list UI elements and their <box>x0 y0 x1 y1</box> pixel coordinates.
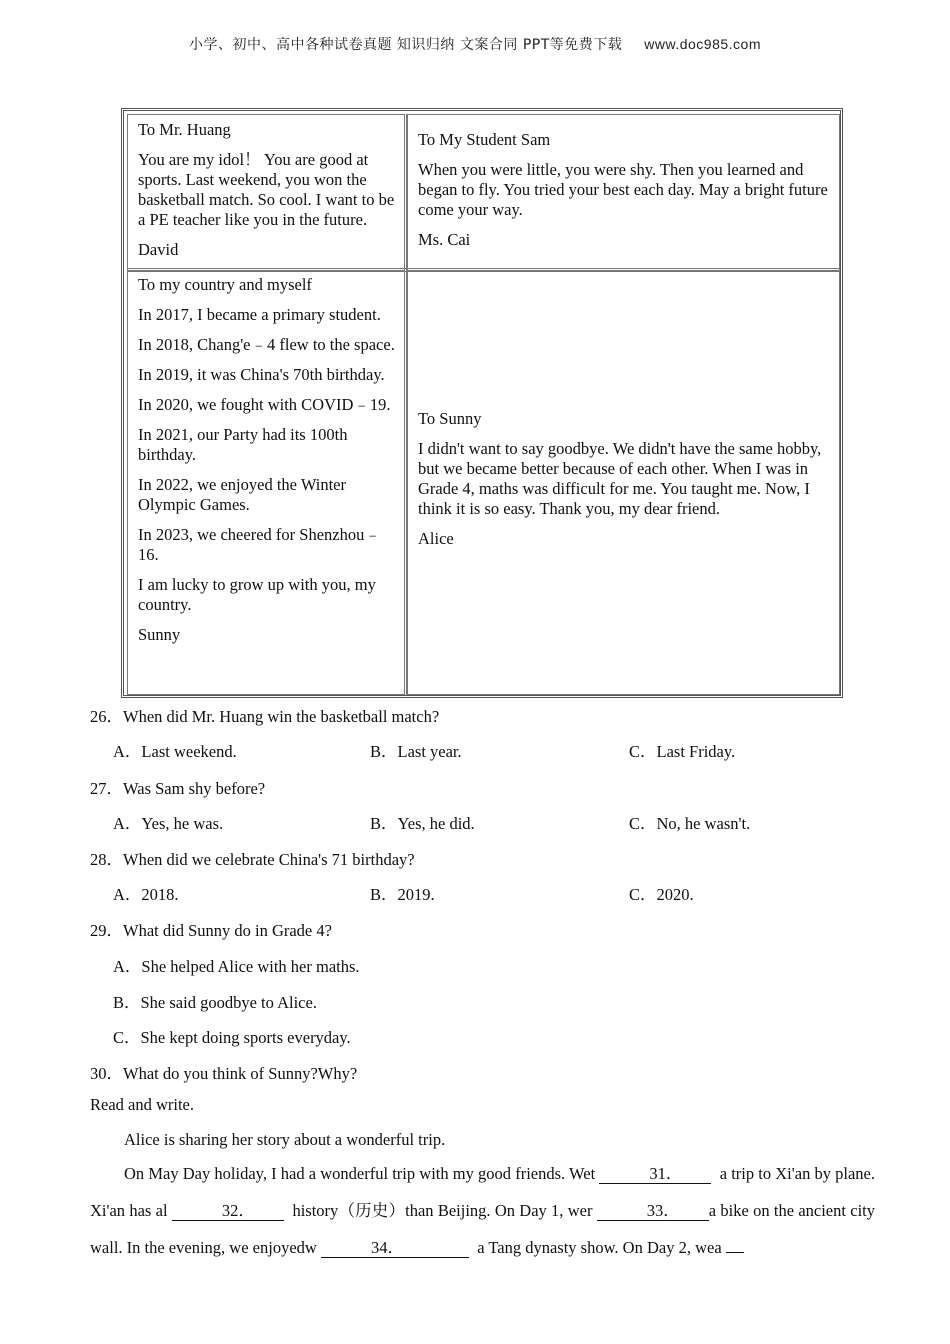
letter-body: When you were little, you were shy. Then you learned and began to fly. You tried your best each day. May a bright future come your way. <box>418 160 828 219</box>
blank-34[interactable]: 34． <box>321 1239 469 1258</box>
letter-signature: Sunny <box>138 625 181 644</box>
letter-to-country <box>127 271 405 695</box>
letter-to-mr-huang <box>127 114 405 271</box>
letter-signature: David <box>138 240 179 259</box>
passage-text: a trip to Xi'an by plane. Xi'an has al <box>90 1164 876 1220</box>
question-28: 28．When did we celebrate China's 71 birthday? <box>90 850 415 869</box>
letter-greeting: To Mr. Huang <box>138 120 231 139</box>
letters-table <box>121 108 843 698</box>
q29-option-a[interactable]: A．She helped Alice with her maths. <box>113 957 360 976</box>
letter-signature: Ms. Cai <box>418 230 471 249</box>
passage-text: a bike on the ancient city wall. In the evening, we enjoyedw <box>90 1201 876 1257</box>
q26-option-b[interactable]: B．Last year. <box>370 742 462 761</box>
page-header <box>0 34 950 54</box>
timeline-line: I am lucky to grow up with you, my country. <box>138 575 376 614</box>
question-29: 29．What did Sunny do in Grade 4? <box>90 921 332 940</box>
letter-greeting: To Sunny <box>418 409 482 428</box>
question-27: 27．Was Sam shy before? <box>90 779 266 798</box>
row-divider <box>127 268 840 272</box>
q26-option-a[interactable]: A．Last weekend. <box>113 742 237 761</box>
q28-option-c[interactable]: C．2020. <box>629 885 694 904</box>
question-30: 30．What do you think of Sunny?Why? <box>90 1064 358 1083</box>
letter-greeting: To my country and myself <box>138 275 312 294</box>
timeline-line: In 2020, we fought with COVID﹣19. <box>138 395 391 414</box>
header-text: 小学、初中、高中各种试卷真题 知识归纳 文案合同 PPT等免费下载 <box>188 37 623 53</box>
q27-option-b[interactable]: B．Yes, he did. <box>370 814 475 833</box>
timeline-line: In 2022, we enjoyed the Winter Olympic Games. <box>138 475 346 514</box>
header-site: www.doc985.com <box>644 36 761 52</box>
blank-31[interactable]: 31． <box>599 1165 711 1184</box>
q27-option-c[interactable]: C．No, he wasn't. <box>629 814 751 833</box>
passage <box>90 1155 875 1266</box>
column-divider <box>404 114 407 695</box>
q29-option-b[interactable]: B．She said goodbye to Alice. <box>113 993 317 1012</box>
timeline-line: In 2023, we cheered for Shenzhou﹣16. <box>138 525 381 564</box>
letter-signature: Alice <box>418 529 454 548</box>
section-title: Read and write. <box>90 1095 195 1114</box>
q29-option-c[interactable]: C．She kept doing sports everyday. <box>113 1028 351 1047</box>
q28-option-b[interactable]: B．2019. <box>370 885 435 904</box>
letter-to-sunny <box>407 271 840 695</box>
q27-option-a[interactable]: A．Yes, he was. <box>113 814 224 833</box>
passage-text: a Tang dynasty show. On Day 2, wea <box>477 1238 722 1257</box>
passage-text: On May Day holiday, I had a wonderful trip with my good friends. Wet <box>124 1164 596 1183</box>
blank-33[interactable]: 33． <box>597 1202 709 1221</box>
q26-option-c[interactable]: C．Last Friday. <box>629 742 736 761</box>
section-intro: Alice is sharing her story about a wonderful trip. <box>124 1130 446 1149</box>
question-26: 26．When did Mr. Huang win the basketball match? <box>90 707 440 726</box>
passage-text: history（历史）than Beijing. On Day 1, wer <box>292 1201 593 1220</box>
q28-option-a[interactable]: A．2018. <box>113 885 179 904</box>
timeline-line: In 2017, I became a primary student. <box>138 305 381 324</box>
letter-to-sam <box>407 114 840 271</box>
blank-35[interactable] <box>726 1252 744 1253</box>
letter-body: You are my idol！ You are good at sports. Last weekend, you won the basketball match. So cool. I want to be a PE teacher like you in the future. <box>138 150 395 229</box>
timeline-line: In 2021, our Party had its 100th birthday. <box>138 425 348 464</box>
letter-body: I didn't want to say goodbye. We didn't have the same hobby, but we became better because of each other. When I was in Grade 4, maths was difficult for me. You taught me. Now, I think it is so easy. Thank you, my dear friend. <box>418 439 822 518</box>
letter-greeting: To My Student Sam <box>418 130 551 149</box>
timeline-line: In 2018, Chang'e﹣4 flew to the space. <box>138 335 395 354</box>
blank-32[interactable]: 32． <box>172 1202 284 1221</box>
timeline-line: In 2019, it was China's 70th birthday. <box>138 365 385 384</box>
